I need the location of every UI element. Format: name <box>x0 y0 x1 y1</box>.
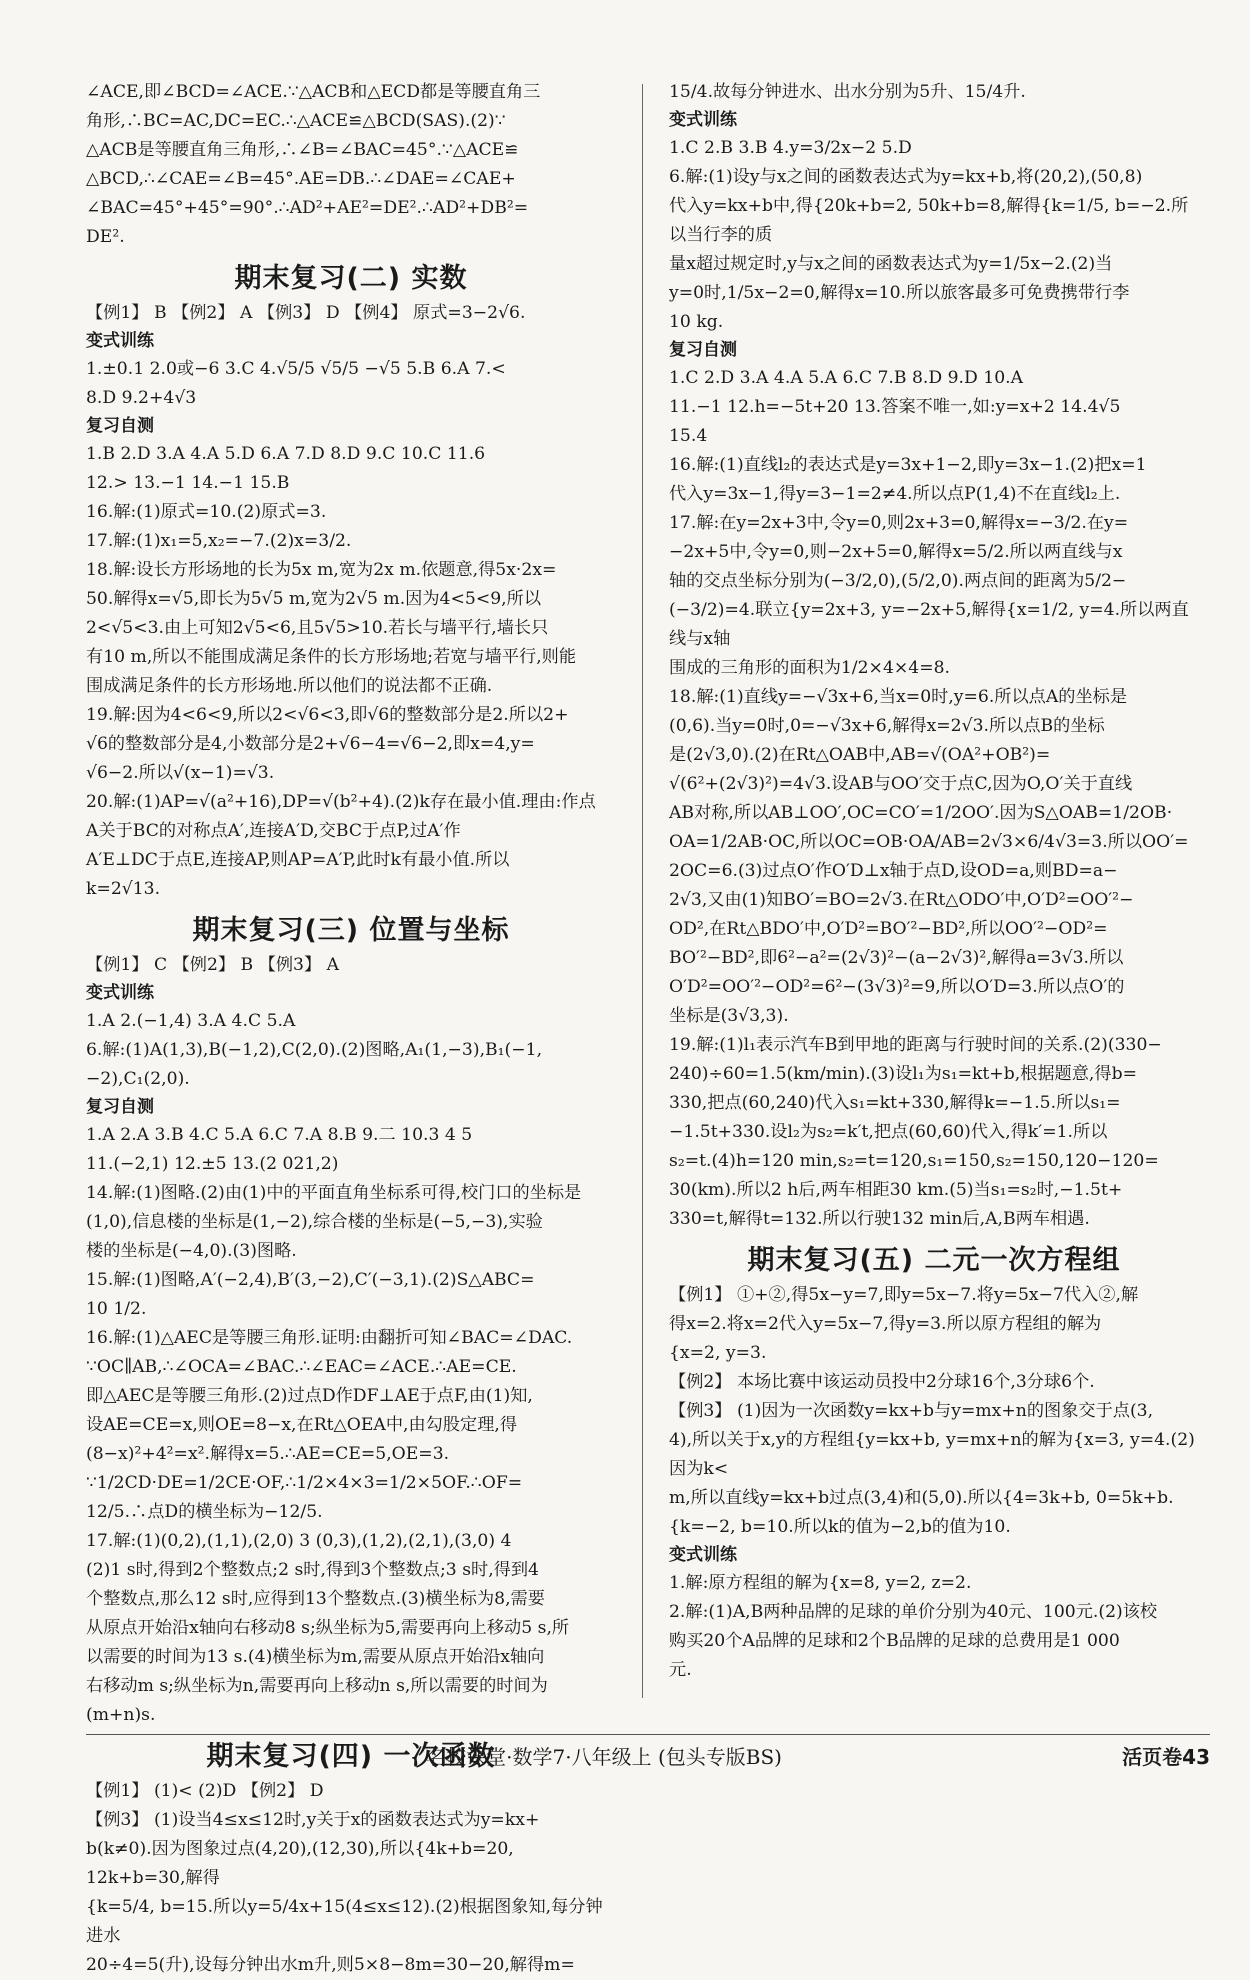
text-line: 2<√5<3.由上可知2√5<6,且5√5>10.若长与墙平行,墙长只 <box>86 618 549 638</box>
text-line: √(6²+(2√3)²)=4√3.设AB与OO′交于点C,因为O,O′关于直线 <box>669 774 1133 794</box>
subsection-title: 变式训练 <box>669 110 737 130</box>
text-line: AB对称,所以AB⊥OO′,OC=CO′=1/2OO′.因为S△OAB=1/2OB· <box>669 803 1173 823</box>
text-line: 1.解:原方程组的解为{x=8, y=2, z=2. <box>669 1573 972 1593</box>
text-line: √6−2.所以√(x−1)=√3. <box>86 763 275 783</box>
subsection-title: 变式训练 <box>86 983 154 1003</box>
text-line: 【例3】 (1)设当4≤x≤12时,y关于x的函数表达式为y=kx+ <box>86 1810 540 1830</box>
text-line: m,所以直线y=kx+b过点(3,4)和(5,0).所以{4=3k+b, 0=5k+b. <box>669 1488 1174 1508</box>
text-line: 19.解:因为4<6<9,所以2<√6<3,即√6的整数部分是2.所以2+ <box>86 705 569 725</box>
text-line: 17.解:(1)(0,2),(1,1),(2,0) 3 (0,3),(1,2),(2,1),(3,0) 4 <box>86 1531 512 1551</box>
text-line: (−3/2)=4.联立{y=2x+3, y=−2x+5,解得{x=1/2, y=4.所以两直线与x轴 <box>669 600 1189 649</box>
text-line: 15.解:(1)图略,A′(−2,4),B′(3,−2),C′(−3,1).(2)S△ABC= <box>86 1270 535 1290</box>
text-line: k=2√13. <box>86 879 161 899</box>
text-line: s₂=t.(4)h=120 min,s₂=t=120,s₁=150,s₂=150,120−120= <box>669 1151 1159 1171</box>
text-line: 16.解:(1)直线l₂的表达式是y=3x+1−2,即y=3x−1.(2)把x=1 <box>669 455 1147 475</box>
text-line: 2OC=6.(3)过点O′作O′D⊥x轴于点D,设OD=a,则BD=a− <box>669 861 1118 881</box>
text-line: 得x=2.将x=2代入y=5x−7,得y=3.所以原方程组的解为 <box>669 1314 1102 1334</box>
text-line: 2.解:(1)A,B两种品牌的足球的单价分别为40元、100元.(2)该校 <box>669 1602 1158 1622</box>
text-line: 15.4 <box>669 426 708 446</box>
section-title: 期末复习(二) 实数 <box>234 263 468 294</box>
text-line: 6.解:(1)设y与x之间的函数表达式为y=kx+b,将(20,2),(50,8) <box>669 167 1143 187</box>
text-line: 16.解:(1)原式=10.(2)原式=3. <box>86 502 327 522</box>
text-line: 4),所以关于x,y的方程组{y=kx+b, y=mx+n的解为{x=3, y=4.(2)因为k< <box>669 1430 1195 1479</box>
subsection-title: 复习自测 <box>669 340 737 360</box>
text-line: A′E⊥DC于点E,连接AP,则AP=A′P,此时k有最小值.所以 <box>86 850 510 870</box>
text-line: 20÷4=5(升),设每分钟出水m升,则5×8−8m=30−20,解得m= <box>86 1955 575 1975</box>
text-line: (m+n)s. <box>86 1705 156 1725</box>
text-line: 【例1】 C 【例2】 B 【例3】 A <box>86 955 340 975</box>
text-line: (8−x)²+4²=x².解得x=5.∴AE=CE=5,OE=3. <box>86 1444 450 1464</box>
text-line: ∵1/2CD·DE=1/2CE·OF,∴1/2×4×3=1/2×5OF.∴OF= <box>86 1473 523 1493</box>
text-line: b(k≠0).因为图象过点(4,20),(12,30),所以{4k+b=20, 12k+b=30,解得 <box>86 1839 514 1888</box>
text-line: 【例2】 本场比赛中该运动员投中2分球16个,3分球6个. <box>669 1372 1095 1392</box>
text-line: 围成的三角形的面积为1/2×4×4=8. <box>669 658 951 678</box>
text-line: 11.(−2,1) 12.±5 13.(2 021,2) <box>86 1154 339 1174</box>
text-line: 有10 m,所以不能围成满足条件的长方形场地;若宽与墙平行,则能 <box>86 647 577 667</box>
text-line: 19.解:(1)l₁表示汽车B到甲地的距离与行驶时间的关系.(2)(330− <box>669 1035 1162 1055</box>
text-line: 15/4.故每分钟进水、出水分别为5升、15/4升. <box>669 82 1026 102</box>
text-line: 18.解:(1)直线y=−√3x+6,当x=0时,y=6.所以点A的坐标是 <box>669 687 1128 707</box>
section-title: 期末复习(四) 一次函数 <box>206 1741 496 1772</box>
text-line: O′D²=OO′²−OD²=6²−(3√3)²=9,所以O′D=3.所以点O′的 <box>669 977 1125 997</box>
text-line: (1,0),信息楼的坐标是(1,−2),综合楼的坐标是(−5,−3),实验 <box>86 1212 543 1232</box>
text-line: ∠ACE,即∠BCD=∠ACE.∵△ACB和△ECD都是等腰直角三 <box>86 82 541 102</box>
text-line: 330=t,解得t=132.所以行驶132 min后,A,B两车相遇. <box>669 1209 1090 1229</box>
subsection-title: 复习自测 <box>86 1097 154 1117</box>
text-line: ∠BAC=45°+45°=90°.∴AD²+AE²=DE².∴AD²+DB²= <box>86 198 529 218</box>
text-line: 即△AEC是等腰三角形.(2)过点D作DF⊥AE于点F,由(1)知, <box>86 1386 533 1406</box>
text-line: 元. <box>669 1660 692 1680</box>
text-line: 【例3】 (1)因为一次函数y=kx+b与y=mx+n的图象交于点(3, <box>669 1401 1154 1421</box>
text-line: 量x超过规定时,y与x之间的函数表达式为y=1/5x−2.(2)当 <box>669 254 1113 274</box>
text-line: 代入y=3x−1,得y=3−1=2≠4.所以点P(1,4)不在直线l₂上. <box>669 484 1121 504</box>
text-line: 设AE=CE=x,则OE=8−x,在Rt△OEA中,由勾股定理,得 <box>86 1415 518 1435</box>
text-line: 右移动m s;纵坐标为n,需要再向上移动n s,所以需要的时间为 <box>86 1676 548 1696</box>
text-line: 是(2√3,0).(2)在Rt△OAB中,AB=√(OA²+OB²)= <box>669 745 1051 765</box>
text-line: (2)1 s时,得到2个整数点;2 s时,得到3个整数点;3 s时,得到4 <box>86 1560 539 1580</box>
section-title: 期末复习(五) 二元一次方程组 <box>747 1245 1121 1276</box>
text-line: {k=5/4, b=15.所以y=5/4x+15(4≤x≤12).(2)根据图象知,每分钟进水 <box>86 1897 603 1946</box>
text-line: 【例1】 (1)< (2)D 【例2】 D <box>86 1781 324 1801</box>
subsection-title: 变式训练 <box>669 1545 737 1565</box>
text-line: A关于BC的对称点A′,连接A′D,交BC于点P,过A′作 <box>86 821 461 841</box>
text-line: △ACB是等腰直角三角形,∴∠B=∠BAC=45°.∵△ACE≌ <box>86 140 519 160</box>
text-line: 1.C 2.D 3.A 4.A 5.A 6.C 7.B 8.D 9.D 10.A <box>669 368 1024 388</box>
text-line: 18.解:设长方形场地的长为5x m,宽为2x m.依题意,得5x·2x= <box>86 560 557 580</box>
footer-book-title: 名校课堂·数学7·八年级上 (包头专版BS) <box>426 1744 782 1769</box>
text-line: 1.±0.1 2.0或−6 3.C 4.√5/5 √5/5 −√5 5.B 6.A 7.< <box>86 359 506 379</box>
text-line: 1.C 2.B 3.B 4.y=3/2x−2 5.D <box>669 138 912 158</box>
text-line: △BCD,∴∠CAE=∠B=45°.AE=DB.∴∠DAE=∠CAE+ <box>86 169 516 189</box>
text-line: 购买20个A品牌的足球和2个B品牌的足球的总费用是1 000 <box>669 1631 1120 1651</box>
column-divider <box>642 84 643 1698</box>
right-column <box>669 78 1199 1698</box>
text-line: 1.A 2.(−1,4) 3.A 4.C 5.A <box>86 1011 296 1031</box>
text-line: −2x+5中,令y=0,则−2x+5=0,解得x=5/2.所以两直线与x <box>669 542 1123 562</box>
text-line: 角形,∴BC=AC,DC=EC.∴△ACE≌△BCD(SAS).(2)∵ <box>86 111 506 131</box>
page-footer <box>86 1734 1210 1775</box>
text-line: 坐标是(3√3,3). <box>669 1006 789 1026</box>
text-line: 2√3,又由(1)知BO′=BO=2√3.在Rt△ODO′中,O′D²=OO′²− <box>669 890 1134 910</box>
section-title: 期末复习(三) 位置与坐标 <box>192 915 510 946</box>
text-line: ∵OC∥AB,∴∠OCA=∠BAC.∴∠EAC=∠ACE.∴AE=CE. <box>86 1357 517 1377</box>
text-line: −2),C₁(2,0). <box>86 1069 190 1089</box>
text-line: {k=−2, b=10.所以k的值为−2,b的值为10. <box>669 1517 1011 1537</box>
text-line: 330,把点(60,240)代入s₁=kt+330,解得k=−1.5.所以s₁= <box>669 1093 1121 1113</box>
text-line: 【例1】 B 【例2】 A 【例3】 D 【例4】 原式=3−2√6. <box>86 303 526 323</box>
text-line: 240)÷60=1.5(km/min).(3)设l₁为s₁=kt+b,根据题意,得b= <box>669 1064 1137 1084</box>
text-line: (0,6).当y=0时,0=−√3x+6,解得x=2√3.所以点B的坐标 <box>669 716 1105 736</box>
text-line: 14.解:(1)图略.(2)由(1)中的平面直角坐标系可得,校门口的坐标是 <box>86 1183 582 1203</box>
text-line: 12/5.∴点D的横坐标为−12/5. <box>86 1502 323 1522</box>
text-line: 1.B 2.D 3.A 4.A 5.D 6.A 7.D 8.D 9.C 10.C 11.6 <box>86 444 486 464</box>
text-line: 8.D 9.2+4√3 <box>86 388 197 408</box>
text-line: 10 1/2. <box>86 1299 147 1319</box>
text-line: {x=2, y=3. <box>669 1343 767 1363</box>
text-line: 20.解:(1)AP=√(a²+16),DP=√(b²+4).(2)k存在最小值.理由:作点 <box>86 792 596 812</box>
text-line: −1.5t+330.设l₂为s₂=k′t,把点(60,60)代入,得k′=1.所以 <box>669 1122 1108 1142</box>
text-line: OD²,在Rt△BDO′中,O′D²=BO′²−BD²,所以OO′²−OD²= <box>669 919 1108 939</box>
text-line: 从原点开始沿x轴向右移动8 s;纵坐标为5,需要再向上移动5 s,所 <box>86 1618 570 1638</box>
text-line: 代入y=kx+b中,得{20k+b=2, 50k+b=8,解得{k=1/5, b=−2.所以当行李的质 <box>669 196 1189 245</box>
text-line: 30(km).所以2 h后,两车相距30 km.(5)当s₁=s₂时,−1.5t+ <box>669 1180 1123 1200</box>
text-line: 17.解:在y=2x+3中,令y=0,则2x+3=0,解得x=−3/2.在y= <box>669 513 1129 533</box>
text-line: 1.A 2.A 3.B 4.C 5.A 6.C 7.A 8.B 9.二 10.3 4 5 <box>86 1125 473 1145</box>
text-line: 6.解:(1)A(1,3),B(−1,2),C(2,0).(2)图略,A₁(1,−3),B₁(−1, <box>86 1040 543 1060</box>
text-line: 【例1】 ①+②,得5x−y=7,即y=5x−7.将y=5x−7代入②,解 <box>669 1285 1139 1305</box>
text-line: 12.> 13.−1 14.−1 15.B <box>86 473 290 493</box>
subsection-title: 复习自测 <box>86 416 154 436</box>
text-line: 50.解得x=√5,即长为5√5 m,宽为2√5 m.因为4<5<9,所以 <box>86 589 542 609</box>
text-line: 围成满足条件的长方形场地.所以他们的说法都不正确. <box>86 676 493 696</box>
footer-page-number: 活页卷43 <box>1122 1744 1210 1769</box>
text-line: OA=1/2AB·OC,所以OC=OB·OA/AB=2√3×6/4√3=3.所以OO′= <box>669 832 1189 852</box>
text-line: BO′²−BD²,即6²−a²=(2√3)²−(a−2√3)²,解得a=3√3.所以 <box>669 948 1124 968</box>
text-line: 17.解:(1)x₁=5,x₂=−7.(2)x=3/2. <box>86 531 352 551</box>
text-line: 个整数点,那么12 s时,应得到13个整数点.(3)横坐标为8,需要 <box>86 1589 545 1609</box>
text-line: 楼的坐标是(−4,0).(3)图略. <box>86 1241 297 1261</box>
subsection-title: 变式训练 <box>86 331 154 351</box>
text-line: √6的整数部分是4,小数部分是2+√6−4=√6−2,即x=4,y= <box>86 734 535 754</box>
text-line: DE². <box>86 227 125 247</box>
text-line: 以需要的时间为13 s.(4)横坐标为m,需要从原点开始沿x轴向 <box>86 1647 545 1667</box>
text-line: 11.−1 12.h=−5t+20 13.答案不唯一,如:y=x+2 14.4√5 <box>669 397 1121 417</box>
text-line: 10 kg. <box>669 312 724 332</box>
text-line: y=0时,1/5x−2=0,解得x=10.所以旅客最多可免费携带行李 <box>669 283 1130 303</box>
text-line: 轴的交点坐标分别为(−3/2,0),(5/2,0).两点间的距离为5/2− <box>669 571 1127 591</box>
text-line: 16.解:(1)△AEC是等腰三角形.证明:由翻折可知∠BAC=∠DAC. <box>86 1328 573 1348</box>
